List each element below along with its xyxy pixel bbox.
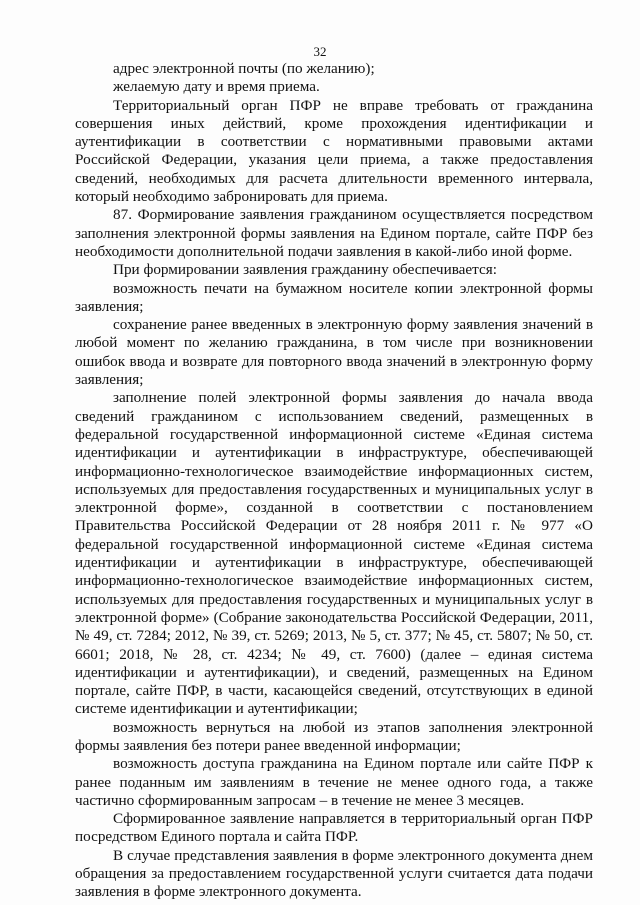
document-body: [75, 60, 593, 902]
paragraph-access-applications: возможность доступа гражданина на Едином портале или сайте ПФР к ранее поданным им заявлениям в течение не менее одного года, а также частично сформированным запросам – в течение не менее 3 месяцев.: [75, 755, 593, 809]
paragraph-prefill-fields: заполнение полей электронной формы заявления до начала ввода сведений гражданином с использованием сведений, размещенных в федеральной государственной информационной системе «Единая система идентификации и аутентификации в инфраструктуре, обеспечивающей информационно-технологическое взаимодействие информационных систем, используемых для предоставления государственных и муниципальных услуг в электронной форме», созданной в соответствии с постановлением Правительства Российской Федерации от 28 ноября 2011 г. № 977 «О федеральной государственной информационной системе «Единая система идентификации и аутентификации в инфраструктуре, обеспечивающей информационно-технологическое взаимодействие информационных систем, используемых для предоставления государственных и муниципальных услуг в электронной форме» (Собрание законодательства Российской Федерации, 2011, № 49, ст. 7284; 2012, № 39, ст. 5269; 2013, № 5, ст. 377; № 45, ст. 5807; № 50, ст. 6601; 2018, № 28, ст. 4234; № 49, ст. 7600) (далее – единая система идентификации и аутентификации), и сведений, размещенных на Едином портале, сайте ПФР, в части, касающейся сведений, отсутствующих в единой системе идентификации и аутентификации;: [75, 389, 593, 718]
page-number: 32: [313, 44, 327, 59]
paragraph-electronic-date: В случае представления заявления в форме электронного документа днем обращения за предоставлением государственной услуги считается дата подачи заявления в форме электронного документа.: [75, 846, 593, 901]
paragraph-territorial-body: Территориальный орган ПФР не вправе требовать от гражданина совершения иных действий, кроме прохождения идентификации и аутентификации в соответствии с нормативными правовыми актами Российской Федерации, указания цели приема, а также предоставления сведений, необходимых для расчета длительности временного интервала, который необходимо забронировать для приема.: [75, 96, 593, 206]
paragraph-print-copy: возможность печати на бумажном носителе копии электронной формы заявления;: [75, 279, 593, 315]
paragraph-save-values: сохранение ранее введенных в электронную форму заявления значений в любой момент по желанию гражданина, в том числе при возникновении ошибок ввода и возврате для повторного ввода значений в электронную форму заявления;: [75, 316, 593, 389]
paragraph-submission: Сформированное заявление направляется в территориальный орган ПФР посредством Единого портала и сайта ПФР.: [75, 810, 593, 846]
paragraph-email: адрес электронной почты (по желанию);: [113, 60, 375, 77]
paragraph-87-formation: 87. Формирование заявления гражданином осуществляется посредством заполнения электронной формы заявления на Едином портале, сайте ПФР без необходимости дополнительной подачи заявления в какой-либо иной форме.: [75, 206, 593, 260]
paragraph-return-stage: возможность вернуться на любой из этапов заполнения электронной формы заявления без потери ранее введенной информации;: [75, 718, 593, 754]
paragraph-provided-intro: При формировании заявления гражданину обеспечивается:: [113, 261, 497, 279]
paragraph-date-time: желаемую дату и время приема.: [113, 78, 320, 96]
